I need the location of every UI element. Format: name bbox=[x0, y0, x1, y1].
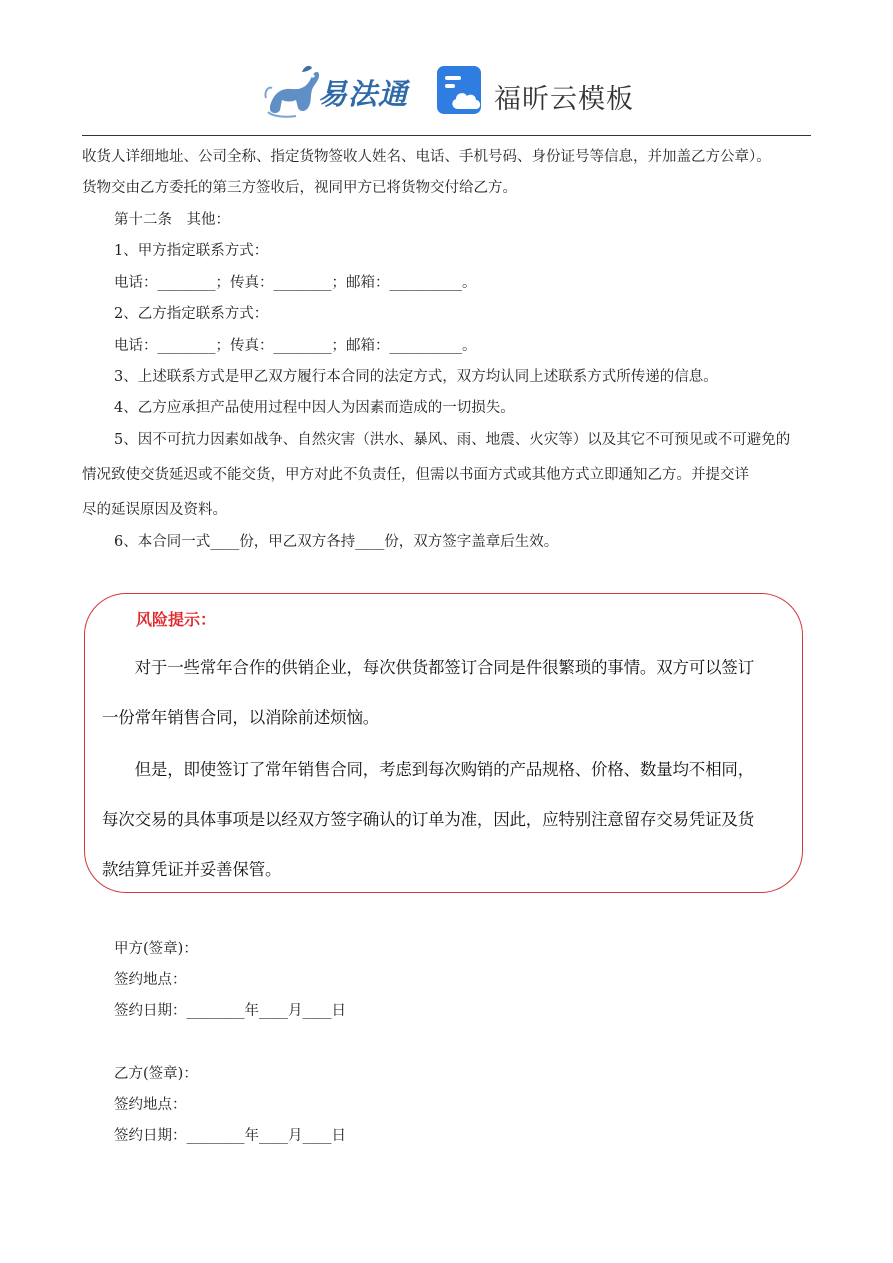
fuxin-logo bbox=[436, 63, 656, 121]
party-a-sign: 甲方(签章)： bbox=[114, 941, 198, 957]
logo2-text: 福昕云模板 bbox=[494, 84, 634, 115]
body-line: 5、因不可抗力因素如战争、自然灾害（洪水、暴风、雨、地震、火灾等）以及其它不可预见或不可避免的 bbox=[114, 432, 791, 448]
body-line: 1、甲方指定联系方式： bbox=[114, 243, 269, 259]
risk-line: 一份常年销售合同，以消除前述烦恼。 bbox=[102, 708, 380, 727]
page-header bbox=[0, 58, 893, 128]
party-b-date: 签约日期：________年____月____日 bbox=[114, 1128, 346, 1144]
party-a-date: 签约日期：________年____月____日 bbox=[114, 1003, 346, 1019]
risk-line: 款结算凭证并妥善保管。 bbox=[102, 860, 282, 879]
body-line: 情况致使交货延迟或不能交货，甲方对此不负责任，但需以书面方式或其他方式立即通知乙方。并提交详 bbox=[82, 467, 749, 483]
risk-line: 对于一些常年合作的供销企业，每次供货都签订合同是件很繁琐的事情。双方可以签订 bbox=[102, 658, 755, 677]
body-line: 2、乙方指定联系方式： bbox=[114, 306, 269, 322]
risk-warning-box bbox=[84, 593, 803, 893]
header-divider bbox=[82, 135, 811, 136]
party-b-sign: 乙方(签章)： bbox=[114, 1066, 198, 1082]
risk-line: 每次交易的具体事项是以经双方签字确认的订单为准，因此，应特别注意留存交易凭证及货 bbox=[102, 810, 755, 829]
body-line: 收货人详细地址、公司全称、指定货物签收人姓名、电话、手机号码、身份证号等信息，并加盖乙方公章）。 bbox=[82, 149, 771, 165]
article-heading: 第十二条 其他： bbox=[114, 212, 230, 228]
qilin-icon bbox=[262, 62, 322, 120]
party-a-place: 签约地点： bbox=[114, 972, 187, 988]
body-line: 货物交由乙方委托的第三方签收后，视同甲方已将货物交付给乙方。 bbox=[82, 180, 517, 196]
contact-line: 电话：________；传真：________；邮箱：__________。 bbox=[114, 275, 477, 291]
contact-line: 电话：________；传真：________；邮箱：__________。 bbox=[114, 338, 477, 354]
logo1-text: 易法通 bbox=[318, 77, 409, 111]
risk-line: 但是，即使签订了常年销售合同，考虑到每次购销的产品规格、价格、数量均不相同， bbox=[102, 760, 755, 779]
body-line: 3、上述联系方式是甲乙双方履行本合同的法定方式，双方均认同上述联系方式所传递的信息。 bbox=[114, 369, 718, 385]
body-line: 6、本合同一式____份，甲乙双方各持____份，双方签字盖章后生效。 bbox=[114, 534, 559, 550]
body-line: 尽的延误原因及资料。 bbox=[82, 502, 227, 518]
yifatong-logo bbox=[262, 62, 422, 120]
cloud-doc-icon bbox=[436, 65, 486, 117]
party-b-place: 签约地点： bbox=[114, 1097, 187, 1113]
risk-title: 风险提示： bbox=[136, 610, 217, 629]
body-line: 4、乙方应承担产品使用过程中因人为因素而造成的一切损失。 bbox=[114, 400, 515, 416]
